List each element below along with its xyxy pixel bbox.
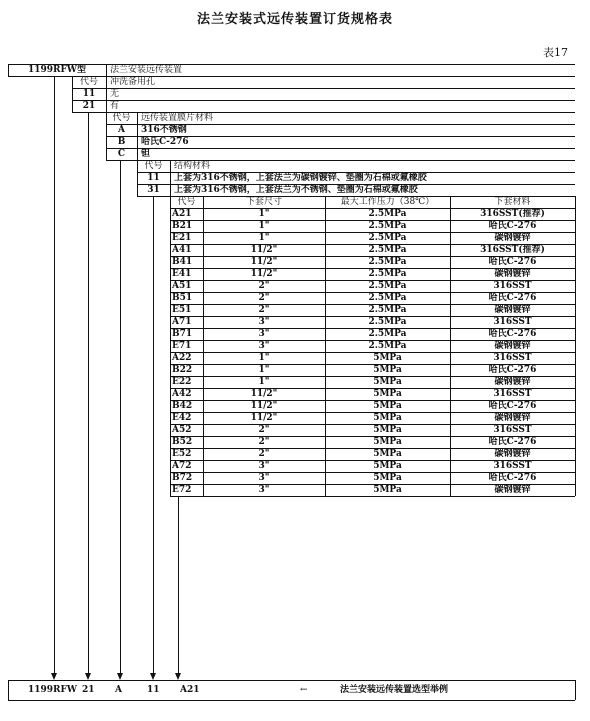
- flange-cell: 316SST: [493, 353, 532, 363]
- rule-line: [450, 196, 451, 496]
- flange-cell: B52: [172, 437, 193, 447]
- flange-cell: 2.5MPa: [368, 317, 407, 327]
- flange-cell: 2.5MPa: [368, 221, 407, 231]
- flange-cell: E51: [172, 305, 192, 315]
- leader-arrow: [117, 673, 123, 680]
- flange-cell: 2.5MPa: [368, 293, 407, 303]
- flange-cell: 5MPa: [373, 377, 402, 387]
- leader-arrow: [175, 673, 181, 680]
- rule-line: [72, 76, 73, 112]
- flange-cell: E41: [172, 269, 192, 279]
- diaphragm-header-desc: 远传装置膜片材料: [141, 113, 214, 123]
- flange-cell: E52: [172, 449, 192, 459]
- example-arrow: ←: [300, 685, 308, 695]
- flange-header-cell: 下套材料: [494, 197, 531, 207]
- rule-line: [170, 196, 171, 496]
- flange-cell: 2.5MPa: [368, 245, 407, 255]
- flange-cell: 碳钢镀锌: [494, 449, 531, 459]
- structure-header-desc: 结构材料: [174, 161, 211, 171]
- leader-line: [120, 160, 121, 674]
- leader-line: [178, 496, 179, 674]
- rule-line: [575, 196, 576, 496]
- rule-line: [8, 680, 9, 700]
- model-desc: 法兰安装远传装置: [110, 65, 183, 75]
- flange-cell: 碳钢镀锌: [494, 485, 531, 495]
- flange-cell: 哈氏C-276: [488, 257, 537, 267]
- flange-cell: 3": [258, 473, 270, 483]
- flange-cell: A21: [172, 209, 192, 219]
- diaphragm-option-desc: 钽: [141, 149, 151, 159]
- table-number: 表17: [543, 46, 568, 59]
- flange-cell: 3": [258, 461, 270, 471]
- flange-cell: 2.5MPa: [368, 257, 407, 267]
- flange-cell: 2.5MPa: [368, 209, 407, 219]
- flange-cell: 2": [258, 305, 270, 315]
- flange-cell: 哈氏C-276: [488, 329, 537, 339]
- flange-cell: B42: [172, 401, 193, 411]
- flange-cell: 2": [258, 293, 270, 303]
- flange-cell: 5MPa: [373, 389, 402, 399]
- flange-cell: 2": [258, 281, 270, 291]
- flange-cell: 哈氏C-276: [488, 293, 537, 303]
- flange-cell: 哈氏C-276: [488, 473, 537, 483]
- flush-option-desc: 有: [110, 101, 120, 111]
- flange-cell: 1": [258, 377, 270, 387]
- flush-header-code: 代号: [79, 77, 98, 87]
- flange-cell: 3": [258, 317, 270, 327]
- rule-line: [137, 160, 138, 196]
- flange-cell: 5MPa: [373, 461, 402, 471]
- flange-cell: B41: [172, 257, 193, 267]
- flange-cell: 1": [258, 221, 270, 231]
- flange-cell: 1": [258, 233, 270, 243]
- rule-line: [8, 64, 9, 76]
- flange-cell: 316SST(推荐): [480, 209, 545, 219]
- rule-line: [8, 700, 575, 701]
- flange-cell: B71: [172, 329, 193, 339]
- flange-cell: E42: [172, 413, 192, 423]
- structure-option-desc: 上套为316不锈钢，上套法兰为碳钢镀锌、垫圈为石棉或氟橡胶: [174, 173, 427, 183]
- flange-cell: B51: [172, 293, 193, 303]
- flange-header-cell: 下套尺寸: [245, 197, 282, 207]
- flange-cell: 2.5MPa: [368, 305, 407, 315]
- flange-cell: 哈氏C-276: [488, 401, 537, 411]
- flange-cell: 2.5MPa: [368, 233, 407, 243]
- rule-line: [325, 196, 326, 496]
- example-code-part: A21: [180, 685, 200, 695]
- flange-cell: B21: [172, 221, 193, 231]
- rule-line: [72, 100, 575, 101]
- flange-cell: 11/2": [250, 389, 278, 399]
- flange-cell: 碳钢镀锌: [494, 341, 531, 351]
- example-label: 法兰安装远传装置选型举例: [340, 685, 449, 695]
- flange-cell: 316SST: [493, 281, 532, 291]
- rule-line: [72, 88, 575, 89]
- structure-option-code: 11: [147, 173, 160, 183]
- flange-cell: 5MPa: [373, 365, 402, 375]
- flush-option-code: 21: [82, 101, 96, 111]
- rule-line: [203, 196, 204, 496]
- flange-cell: 碳钢镀锌: [494, 305, 531, 315]
- diaphragm-option-desc: 316不锈钢: [141, 125, 187, 135]
- flange-cell: 11/2": [250, 401, 278, 411]
- flange-cell: 11/2": [250, 413, 278, 423]
- flange-cell: 哈氏C-276: [488, 437, 537, 447]
- flange-cell: A72: [172, 461, 192, 471]
- flange-cell: 316SST: [493, 317, 532, 327]
- example-code-part: 11: [147, 685, 160, 695]
- flange-cell: 5MPa: [373, 437, 402, 447]
- flange-cell: B22: [172, 365, 193, 375]
- flange-cell: 哈氏C-276: [488, 221, 537, 231]
- flange-cell: 5MPa: [373, 449, 402, 459]
- example-code-part: 21: [82, 685, 95, 695]
- flange-cell: 5MPa: [373, 401, 402, 411]
- flange-cell: 316SST: [493, 425, 532, 435]
- flange-cell: 2": [258, 425, 270, 435]
- flange-cell: 哈氏C-276: [488, 365, 537, 375]
- diaphragm-option-code: A: [118, 125, 125, 135]
- rule-line: [106, 64, 107, 76]
- flange-cell: 11/2": [250, 269, 278, 279]
- flange-cell: 2.5MPa: [368, 269, 407, 279]
- rule-line: [575, 680, 576, 700]
- flange-cell: 316SST: [493, 461, 532, 471]
- flange-cell: 碳钢镀锌: [494, 233, 531, 243]
- flange-cell: 2": [258, 437, 270, 447]
- flange-cell: 11/2": [250, 245, 278, 255]
- flush-option-code: 11: [82, 89, 96, 99]
- flange-cell: 316SST(推荐): [480, 245, 545, 255]
- flange-cell: 5MPa: [373, 413, 402, 423]
- leader-line: [88, 112, 89, 674]
- flange-cell: 5MPa: [373, 473, 402, 483]
- rule-line: [106, 148, 575, 149]
- flange-cell: E22: [172, 377, 192, 387]
- flange-cell: 碳钢镀锌: [494, 377, 531, 387]
- rule-line: [8, 680, 575, 681]
- flange-cell: 3": [258, 341, 270, 351]
- rule-line: [170, 496, 575, 497]
- structure-option-code: 31: [147, 185, 160, 195]
- document-title: 法兰安装式远传装置订货规格表: [196, 12, 393, 27]
- rule-line: [170, 160, 171, 196]
- flush-header-desc: 冲洗备用孔: [110, 77, 156, 87]
- leader-arrow: [150, 673, 156, 680]
- flange-cell: 碳钢镀锌: [494, 269, 531, 279]
- flange-header-cell: 最大工作压力（38℃）: [340, 197, 435, 207]
- flange-cell: 1": [258, 353, 270, 363]
- diaphragm-option-code: B: [117, 137, 126, 147]
- flange-cell: 5MPa: [373, 485, 402, 495]
- leader-arrow: [51, 673, 57, 680]
- leader-arrow: [85, 673, 91, 680]
- flange-cell: 2.5MPa: [368, 329, 407, 339]
- flange-cell: 1": [258, 365, 270, 375]
- model-code: 1199RFW型: [27, 65, 87, 75]
- flange-cell: A41: [172, 245, 192, 255]
- flange-cell: A71: [172, 317, 192, 327]
- flange-cell: 1": [258, 209, 270, 219]
- flange-cell: 碳钢镀锌: [494, 413, 531, 423]
- flange-cell: E21: [172, 233, 192, 243]
- flange-cell: 3": [258, 485, 270, 495]
- rule-line: [106, 76, 107, 112]
- diaphragm-header-code: 代号: [112, 113, 131, 123]
- flange-cell: A22: [172, 353, 192, 363]
- flange-cell: A51: [172, 281, 192, 291]
- flange-cell: 2.5MPa: [368, 281, 407, 291]
- flange-cell: B72: [172, 473, 193, 483]
- flush-option-desc: 无: [110, 89, 120, 99]
- example-code-part: A: [115, 685, 122, 695]
- example-code-part: 1199RFW: [28, 685, 78, 695]
- leader-line: [153, 196, 154, 674]
- flange-cell: 3": [258, 329, 270, 339]
- flange-cell: 5MPa: [373, 425, 402, 435]
- flange-cell: 11/2": [250, 257, 278, 267]
- flange-cell: E71: [172, 341, 192, 351]
- flange-cell: A52: [172, 425, 192, 435]
- flange-header-cell: 代号: [177, 197, 196, 207]
- flange-cell: 316SST: [493, 389, 532, 399]
- leader-line: [54, 76, 55, 674]
- flange-cell: A42: [172, 389, 192, 399]
- flange-cell: 2.5MPa: [368, 341, 407, 351]
- structure-header-code: 代号: [144, 161, 163, 171]
- flange-cell: 5MPa: [373, 353, 402, 363]
- diaphragm-option-desc: 哈氏C-276: [141, 137, 189, 147]
- diaphragm-option-code: C: [117, 149, 126, 159]
- structure-option-desc: 上套为316不锈钢，上套法兰为不锈钢、垫圈为石棉或氟橡胶: [174, 185, 418, 195]
- flange-cell: 2": [258, 449, 270, 459]
- flange-cell: E72: [172, 485, 192, 495]
